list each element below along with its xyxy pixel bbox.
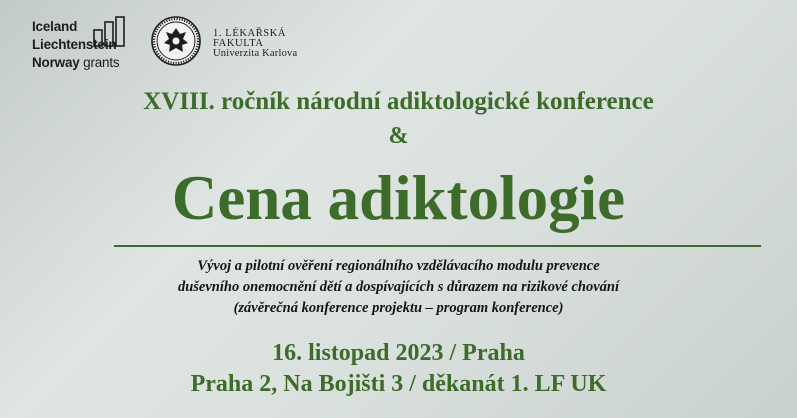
event-title: XVIII. ročník národní adiktologické konference bbox=[143, 88, 654, 115]
subtitle-line-2: duševního onemocnění dětí a dospívajících s důrazem na rizikové chování bbox=[177, 279, 620, 295]
faculty-seal-logo bbox=[151, 16, 201, 66]
subtitle-line-3: (závěrečná konference projektu – program konference) bbox=[233, 300, 564, 316]
faculty-line-1: 1. LÉKAŘSKÁ bbox=[213, 28, 287, 39]
title-divider bbox=[114, 245, 761, 247]
grants-line-liechtenstein: Liechtenstein bbox=[32, 37, 117, 52]
grants-line-norway: Norway grants bbox=[32, 55, 120, 70]
event-address: Praha 2, Na Bojišti 3 / děkanát 1. LF UK bbox=[190, 371, 607, 397]
main-title: Cena adiktologie bbox=[171, 163, 626, 233]
faculty-line-2: FAKULTA bbox=[213, 38, 264, 49]
eea-grants-logo bbox=[32, 16, 142, 74]
subtitle-line-1: Vývoj a pilotní ověření regionálního vzdělávacího modulu prevence bbox=[197, 258, 600, 274]
faculty-logo-text bbox=[213, 29, 297, 59]
event-date-place: 16. listopad 2023 / Praha bbox=[272, 340, 525, 366]
grants-line-iceland: Iceland bbox=[32, 19, 78, 34]
faculty-university: Univerzita Karlova bbox=[213, 48, 298, 59]
title-ampersand: & bbox=[388, 123, 409, 149]
